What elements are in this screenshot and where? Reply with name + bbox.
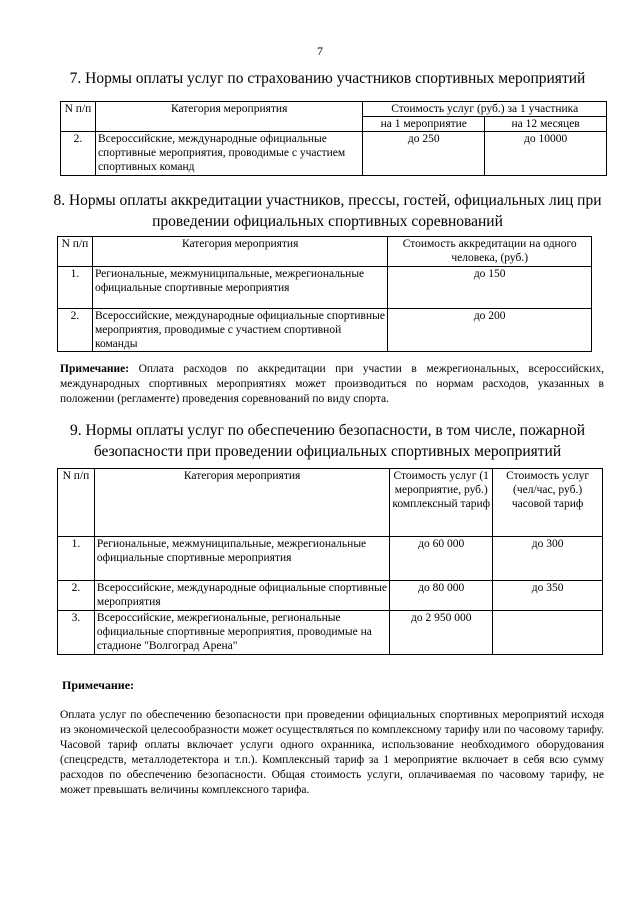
col-category: Категория мероприятия (92, 237, 387, 267)
table-row (58, 309, 592, 352)
row-category: Всероссийские, международные официальные спортивные мероприятия, проводимые с участием спортивных команд (95, 132, 362, 176)
col-num: N п/п (58, 237, 93, 267)
col-cost-event: на 1 мероприятие (363, 117, 485, 132)
col-num: N п/п (61, 102, 96, 132)
section-9-note-title: Примечание: (62, 678, 135, 692)
col-category: Категория мероприятия (95, 102, 362, 132)
section-8-title: 8. Нормы оплаты аккредитации участников, прессы, гостей, официальных лиц при проведении официальных спортивных соревнований (53, 192, 602, 230)
row-category: Региональные, межмуниципальные, межрегиональные официальные спортивные мероприятия (94, 537, 389, 581)
row-category: Всероссийские, международные официальные спортивные мероприятия, проводимые с участием спортивной команды (92, 309, 387, 352)
table-row (58, 537, 603, 581)
row-category: Всероссийские, межрегиональные, региональные официальные спортивные мероприятия, проводимые на стадионе "Волгоград Арена" (94, 611, 389, 655)
section-9-title: 9. Нормы оплаты услуг по обеспечению безопасности, в том числе, пожарной безопасности при проведении официальных спортивных мероприятий (69, 422, 586, 460)
page-number: 7 (317, 44, 323, 58)
row-num: 1. (58, 267, 93, 309)
row-category: Всероссийские, международные официальные спортивные мероприятия (94, 581, 389, 611)
row-num: 2. (58, 581, 95, 611)
row-num: 1. (58, 537, 95, 581)
table-row (61, 132, 607, 176)
col-cost: Стоимость услуг (руб.) за 1 участника (363, 102, 607, 117)
row-cost-complex: до 80 000 (390, 581, 493, 611)
row-cost-hourly: до 350 (493, 581, 603, 611)
row-cost-event: до 250 (363, 132, 485, 176)
note-label: Примечание: (60, 363, 130, 375)
section-8-note (60, 362, 604, 407)
col-cost-hourly: Стоимость услуг (чел/час, руб.) часовой тариф (493, 469, 603, 537)
section-8-table (57, 236, 592, 352)
table-row (58, 267, 592, 309)
section-7-table (60, 101, 607, 176)
row-category: Региональные, межмуниципальные, межрегиональные официальные спортивные мероприятия (92, 267, 387, 309)
col-num: N п/п (58, 469, 95, 537)
row-cost-12m: до 10000 (485, 132, 607, 176)
row-cost: до 150 (388, 267, 592, 309)
row-cost-hourly (493, 611, 603, 655)
row-cost-complex: до 2 950 000 (390, 611, 493, 655)
col-cost-12m: на 12 месяцев (485, 117, 607, 132)
row-num: 2. (58, 309, 93, 352)
section-9-table (57, 468, 603, 655)
table-row (58, 611, 603, 655)
row-cost: до 200 (388, 309, 592, 352)
col-cost: Стоимость аккредитации на одного человека, (руб.) (388, 237, 592, 267)
col-cost-complex: Стоимость услуг (1 мероприятие, руб.) комплексный тариф (390, 469, 493, 537)
row-num: 2. (61, 132, 96, 176)
row-cost-complex: до 60 000 (390, 537, 493, 581)
row-cost-hourly: до 300 (493, 537, 603, 581)
row-num: 3. (58, 611, 95, 655)
table-row (58, 581, 603, 611)
section-9-note: Оплата услуг по обеспечению безопасности при проведении официальных спортивных мероприятий исходя из экономической целесообразности может осуществляться по комплексному тарифу или по часовому тарифу. Часовой тариф оплаты включает услуги одного охранника, использование необходимого оборудования (спецсредств, металлодетектора и т.п.). Комплексный тариф за 1 мероприятие включает в себя всю сумму расходов по обеспечению безопасности. Общая стоимость услуги, оплачиваемая по часовому тарифу, не может превышать величины комплексного тарифа. (60, 709, 604, 796)
col-category: Категория мероприятия (94, 469, 389, 537)
note-text: Оплата расходов по аккредитации при участии в межрегиональных, всероссийских, международных спортивных мероприятиях может производиться по нормам расходов, указанных в положении (регламенте) проведения соревнований по виду спорта. (60, 363, 604, 405)
section-7-title: 7. Нормы оплаты услуг по страхованию участников спортивных мероприятий (69, 70, 586, 87)
